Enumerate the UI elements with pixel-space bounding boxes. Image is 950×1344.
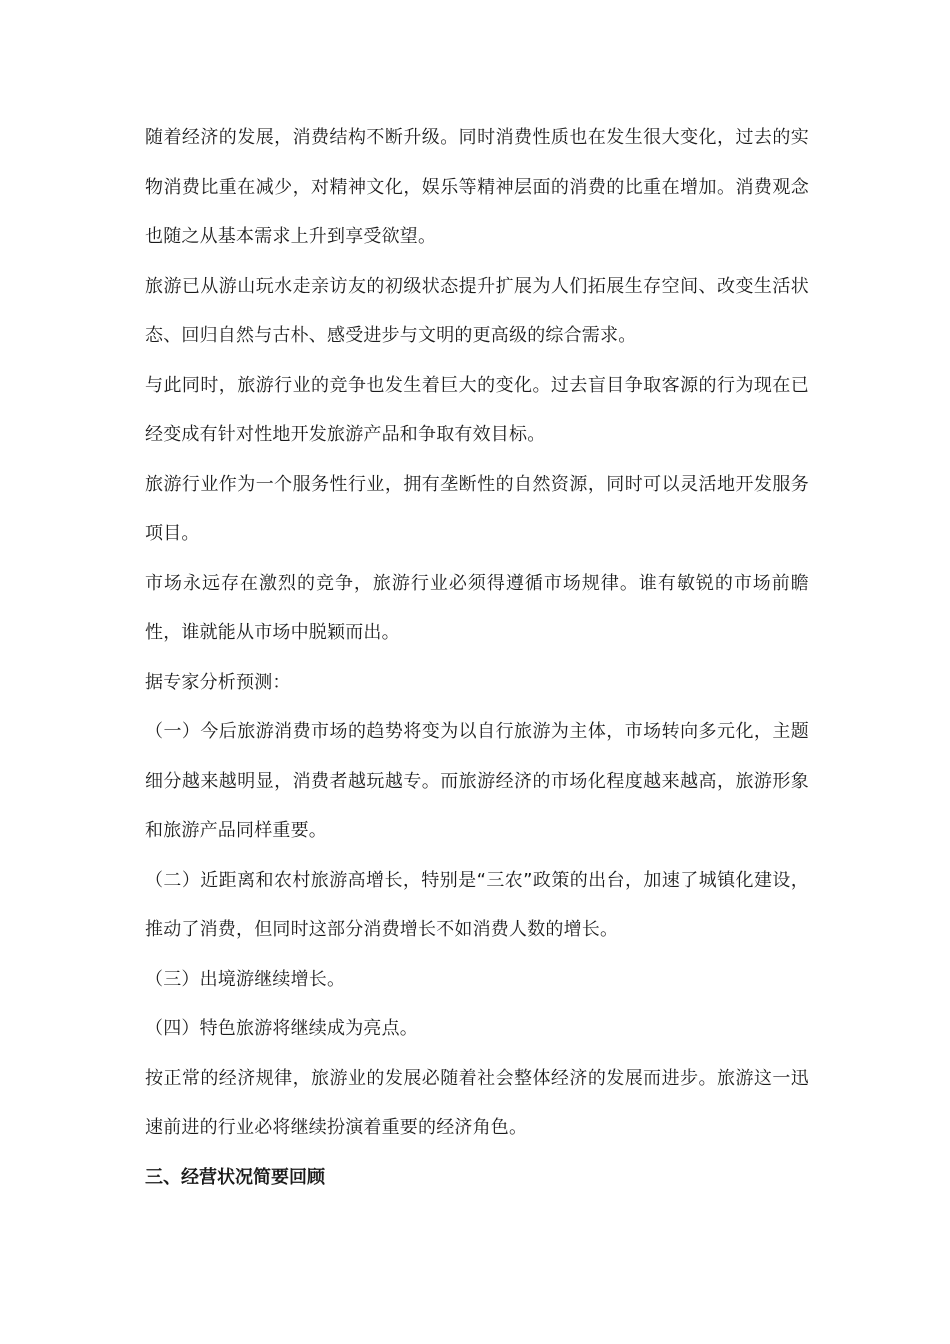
paragraph-forecast-item-2: （二）近距离和农村旅游高增长，特别是“三农”政策的出台，加速了城镇化建设，推动了消费，但同时这部分消费增长不如消费人数的增长。	[145, 869, 809, 940]
document-page	[145, 113, 809, 1202]
paragraph-forecast-item-1: （一）今后旅游消费市场的趋势将变为以自行旅游为主体，市场转向多元化，主题细分越来越明显，消费者越玩越专。而旅游经济的市场化程度越来越高，旅游形象和旅游产品同样重要。	[145, 721, 809, 841]
paragraph-consumption-upgrade: 随着经济的发展，消费结构不断升级。同时消费性质也在发生很大变化，过去的实物消费比重在减少，对精神文化，娱乐等精神层面的消费的比重在增加。消费观念也随之从基本需求上升到享受欲望。	[145, 127, 809, 247]
paragraph-tourism-demand: 旅游已从游山玩水走亲访友的初级状态提升扩展为人们拓展生存空间、改变生活状态、回归自然与古朴、感受进步与文明的更高级的综合需求。	[145, 275, 809, 346]
paragraph-expert-forecast-intro: 据专家分析预测：	[145, 671, 291, 693]
paragraph-forecast-item-3: （三）出境游继续增长。	[145, 968, 346, 990]
paragraph-service-industry: 旅游行业作为一个服务性行业，拥有垄断性的自然资源，同时可以灵活地开发服务项目。	[145, 473, 809, 544]
paragraph-market-competition: 市场永远存在激烈的竞争，旅游行业必须得遵循市场规律。谁有敏锐的市场前瞻性，谁就能从市场中脱颖而出。	[145, 572, 809, 643]
section-heading: 三、经营状况简要回顾	[145, 1166, 325, 1188]
paragraph-forecast-item-4: （四）特色旅游将继续成为亮点。	[145, 1018, 418, 1039]
paragraph-economic-law: 按正常的经济规律，旅游业的发展必随着社会整体经济的发展而进步。旅游这一迅速前进的行业必将继续扮演着重要的经济角色。	[145, 1067, 809, 1138]
paragraph-industry-competition: 与此同时，旅游行业的竞争也发生着巨大的变化。过去盲目争取客源的行为现在已经变成有针对性地开发旅游产品和争取有效目标。	[145, 374, 809, 445]
